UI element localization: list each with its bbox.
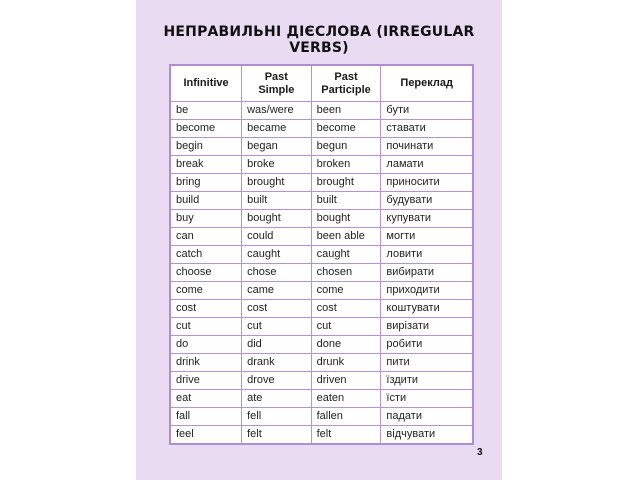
cell-infinitive: fall <box>170 408 242 426</box>
cell-translation: падати <box>381 408 473 426</box>
cell-infinitive: choose <box>170 264 242 282</box>
cell-past-participle: built <box>311 192 381 210</box>
header-label: Participle <box>321 83 371 96</box>
cell-translation: їздити <box>381 372 473 390</box>
cell-past-participle: cost <box>311 300 381 318</box>
cell-infinitive: eat <box>170 390 242 408</box>
cell-past-participle: chosen <box>311 264 381 282</box>
cell-past-simple: became <box>242 120 311 138</box>
cell-infinitive: build <box>170 192 242 210</box>
cell-past-simple: drove <box>242 372 311 390</box>
table-header-row <box>170 65 473 102</box>
cell-past-simple: caught <box>242 246 311 264</box>
cell-past-simple: cost <box>242 300 311 318</box>
cell-past-participle: felt <box>311 426 381 445</box>
table-row <box>170 372 473 390</box>
cell-past-simple: drank <box>242 354 311 372</box>
cell-translation: приходити <box>381 282 473 300</box>
cell-past-participle: drunk <box>311 354 381 372</box>
table-row <box>170 174 473 192</box>
cell-past-participle: been <box>311 102 381 120</box>
header-past-participle <box>311 65 381 102</box>
cell-translation: робити <box>381 336 473 354</box>
cell-infinitive: catch <box>170 246 242 264</box>
cell-translation: відчувати <box>381 426 473 445</box>
cell-infinitive: cut <box>170 318 242 336</box>
header-infinitive <box>170 65 242 102</box>
cell-past-participle: come <box>311 282 381 300</box>
table-row <box>170 390 473 408</box>
cell-past-participle: become <box>311 120 381 138</box>
cell-translation: коштувати <box>381 300 473 318</box>
cell-past-simple: broke <box>242 156 311 174</box>
header-translation <box>381 65 473 102</box>
table-row <box>170 264 473 282</box>
cell-translation: бути <box>381 102 473 120</box>
irregular-verbs-table <box>169 64 474 445</box>
cell-infinitive: begin <box>170 138 242 156</box>
cell-translation: ламати <box>381 156 473 174</box>
cell-translation: могти <box>381 228 473 246</box>
table-row <box>170 210 473 228</box>
cell-translation: приносити <box>381 174 473 192</box>
page-title: НЕПРАВИЛЬНІ ДІЄСЛОВА (IRREGULAR VERBS) <box>163 24 475 56</box>
cell-past-participle: begun <box>311 138 381 156</box>
cell-past-participle: cut <box>311 318 381 336</box>
header-label: Past <box>334 70 358 83</box>
table-row <box>170 228 473 246</box>
cell-infinitive: can <box>170 228 242 246</box>
cell-translation: вирізати <box>381 318 473 336</box>
table-row <box>170 300 473 318</box>
cell-past-simple: brought <box>242 174 311 192</box>
cell-past-participle: brought <box>311 174 381 192</box>
table-body <box>170 102 473 445</box>
table-row <box>170 318 473 336</box>
header-label: Infinitive <box>183 77 229 89</box>
cell-infinitive: do <box>170 336 242 354</box>
cell-past-simple: could <box>242 228 311 246</box>
cell-infinitive: cost <box>170 300 242 318</box>
cell-past-participle: eaten <box>311 390 381 408</box>
cell-past-simple: fell <box>242 408 311 426</box>
table-row <box>170 336 473 354</box>
cell-translation: починати <box>381 138 473 156</box>
cell-infinitive: buy <box>170 210 242 228</box>
cell-translation: купувати <box>381 210 473 228</box>
table-row <box>170 354 473 372</box>
cell-past-participle: bought <box>311 210 381 228</box>
cell-past-simple: was/were <box>242 102 311 120</box>
cell-infinitive: drive <box>170 372 242 390</box>
header-label: Simple <box>258 83 295 96</box>
cell-translation: ловити <box>381 246 473 264</box>
table-row <box>170 408 473 426</box>
cell-past-participle: broken <box>311 156 381 174</box>
cell-infinitive: feel <box>170 426 242 445</box>
table-row <box>170 138 473 156</box>
table-row <box>170 282 473 300</box>
cell-translation: їсти <box>381 390 473 408</box>
cell-past-simple: began <box>242 138 311 156</box>
cell-translation: пити <box>381 354 473 372</box>
table-row <box>170 120 473 138</box>
cell-infinitive: drink <box>170 354 242 372</box>
cell-past-simple: ate <box>242 390 311 408</box>
cell-past-participle: fallen <box>311 408 381 426</box>
cell-translation: ставати <box>381 120 473 138</box>
cell-past-simple: felt <box>242 426 311 445</box>
cell-past-simple: came <box>242 282 311 300</box>
cell-past-participle: caught <box>311 246 381 264</box>
cell-past-participle: driven <box>311 372 381 390</box>
cell-infinitive: bring <box>170 174 242 192</box>
cell-translation: будувати <box>381 192 473 210</box>
cell-past-participle: done <box>311 336 381 354</box>
page-number: 3 <box>477 447 483 458</box>
cell-past-simple: cut <box>242 318 311 336</box>
header-past-simple <box>242 65 311 102</box>
table-row <box>170 156 473 174</box>
table-row <box>170 426 473 445</box>
cell-infinitive: become <box>170 120 242 138</box>
cell-infinitive: come <box>170 282 242 300</box>
cell-translation: вибирати <box>381 264 473 282</box>
table-row <box>170 246 473 264</box>
header-label: Past <box>264 70 288 83</box>
cell-infinitive: break <box>170 156 242 174</box>
cell-past-participle: been able <box>311 228 381 246</box>
cell-past-simple: chose <box>242 264 311 282</box>
table-row <box>170 192 473 210</box>
table-row <box>170 102 473 120</box>
cell-past-simple: bought <box>242 210 311 228</box>
cell-past-simple: did <box>242 336 311 354</box>
cell-infinitive: be <box>170 102 242 120</box>
header-label: Переклад <box>400 77 453 89</box>
cell-past-simple: built <box>242 192 311 210</box>
